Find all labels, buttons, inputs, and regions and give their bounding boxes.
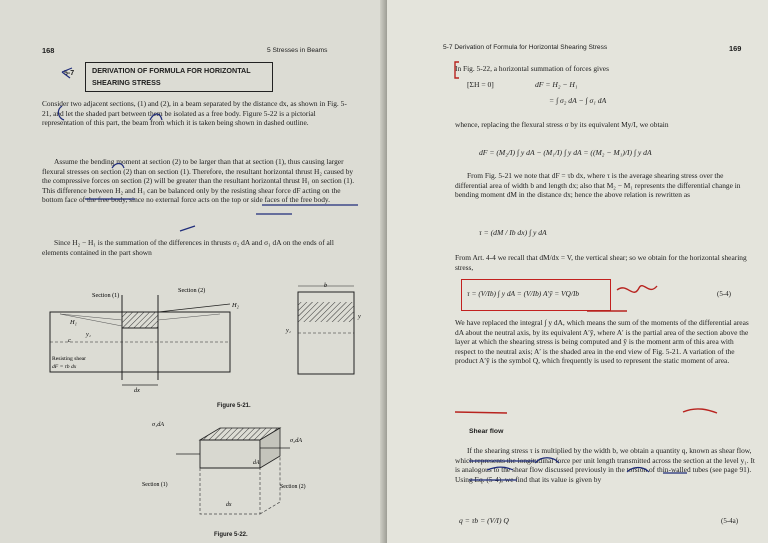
- paragraph: Consider two adjacent sections, (1) and (2), in a beam separated by the distance dx, as shown in Fig. 5-21, and let the shaded part between them be isolated as a free body. Figure 5-22 is a pictorial representation of this part, the beam from which it is taken being shown in dashed outline.: [42, 99, 347, 128]
- paragraph: We have replaced the integral ∫ y dA, which means the sum of the moments of the differential areas dA about the neutral axis, by its equivalent A′ȳ, where A′ is the partial area of the section above the layer at which the shearing stress is being computed and ȳ is the moment arm of this area with respect to the neutral axis; A′ is the shaded area in the end view of Fig. 5-21. A variation of the product A′ȳ is the symbol Q, which frequently is used to represent the static moment of area.: [455, 318, 749, 366]
- svg-text:σ₂dA: σ₂dA: [290, 437, 303, 444]
- svg-text:dx: dx: [134, 387, 140, 394]
- running-head: 5-7 Derivation of Formula for Horizontal Shearing Stress: [443, 44, 608, 51]
- svg-text:H₂: H₂: [232, 302, 239, 309]
- svg-text:Section (1): Section (1): [142, 482, 168, 488]
- svg-text:y₁: y₁: [286, 327, 291, 334]
- page-number: 168: [42, 46, 55, 55]
- section-title: DERIVATION OF FORMULA FOR HORIZONTAL SHEARING STRESS: [85, 62, 273, 92]
- subheading: Shear flow: [469, 428, 504, 435]
- running-head: 5 Stresses in Beams: [267, 47, 328, 54]
- svg-text:Section (2): Section (2): [280, 484, 306, 490]
- paragraph: In Fig. 5-22, a horizontal summation of forces gives: [455, 64, 609, 73]
- figure-caption: Figure 5-22.: [214, 532, 248, 538]
- right-page: [387, 0, 768, 543]
- svg-text:dx: dx: [226, 502, 232, 508]
- paragraph: Since H₂ − H₁ is the summation of the differences in thrusts σ₂ dA and σ₁ dA on the ends of all elements contained in the part shown: [42, 238, 334, 257]
- main-equation: τ = (V/Ib) ∫ y dA = (V/Ib) A′ȳ = VQ/Ib: [467, 289, 580, 298]
- equation: q = τb = (V/I) Q: [459, 516, 509, 525]
- equation: = ∫ σ₂ dA − ∫ σ₁ dA: [549, 96, 607, 105]
- section-1-label: Section (1): [92, 292, 120, 299]
- svg-text:dA: dA: [253, 460, 260, 466]
- section-number: 5-7: [64, 70, 75, 77]
- equation-number: (5-4a): [721, 517, 739, 525]
- equation-number: (5-4): [717, 290, 731, 298]
- paragraph: From Fig. 5-21 we note that dF = τb dx, where τ is the average shearing stress over the differential area of width b and length dx; also that M₂ − M₁ represents the differential change in bending moment dM in the distance dx; hence the above relation is rewritten as: [455, 171, 741, 200]
- svg-text:y: y: [358, 313, 361, 320]
- section-2-label: Section (2): [178, 287, 206, 294]
- svg-text:dF = τb dx: dF = τb dx: [52, 364, 77, 370]
- equation: dF = (M₂/I) ∫ y dA − (M₁/I) ∫ y dA = ((M₂ − M₁)/I) ∫ y dA: [479, 148, 652, 157]
- svg-text:σ₁dA: σ₁dA: [152, 421, 165, 428]
- svg-text:b: b: [324, 282, 328, 289]
- equation: τ = (dM / Ib dx) ∫ y dA: [479, 228, 547, 237]
- paragraph: Assume the bending moment at section (2) to be larger than that at section (1), thus causing larger flexural stresses on section (2) than on section (1). Therefore, the resultant horizontal thrust H₂ caused by the compressive forces on section (2) will be greater than the resultant horizontal thrust H₁ on section (1). This difference between H₂ and H₁ can be balanced only by the resisting shear force dF acting on the bottom face of the free body, since no external force acts on the top or side faces of the free body.: [42, 157, 355, 205]
- svg-text:c: c: [68, 337, 71, 344]
- resisting-shear-label: Resisting shear: [52, 356, 87, 362]
- svg-text:y₁: y₁: [86, 331, 91, 338]
- paragraph: If the shearing stress τ is multiplied by the width b, we obtain a quantity q, known as shear flow, which represents the longitudinal force per unit length transmitted across the section at the level y₁. It is analogous to the shear flow discussed previously in the torsion of thin-walled tubes (see page 91). Using Eq. (5-4), we find that its value is given by: [455, 446, 755, 484]
- paragraph: From Art. 4-4 we recall that dM/dx = V, the vertical shear; so we obtain for the horizontal shearing stress,: [455, 253, 747, 272]
- equation: dF = H₂ − H₁: [535, 80, 578, 89]
- handwritten-marks: [387, 0, 768, 543]
- paragraph: whence, replacing the flexural stress σ by its equivalent My/I, we obtain: [455, 120, 669, 129]
- figure-caption: Figure 5-21.: [217, 403, 251, 409]
- page-number: 169: [729, 44, 742, 53]
- equation-label: [ΣH = 0]: [467, 80, 494, 89]
- svg-text:H₁: H₁: [70, 319, 77, 326]
